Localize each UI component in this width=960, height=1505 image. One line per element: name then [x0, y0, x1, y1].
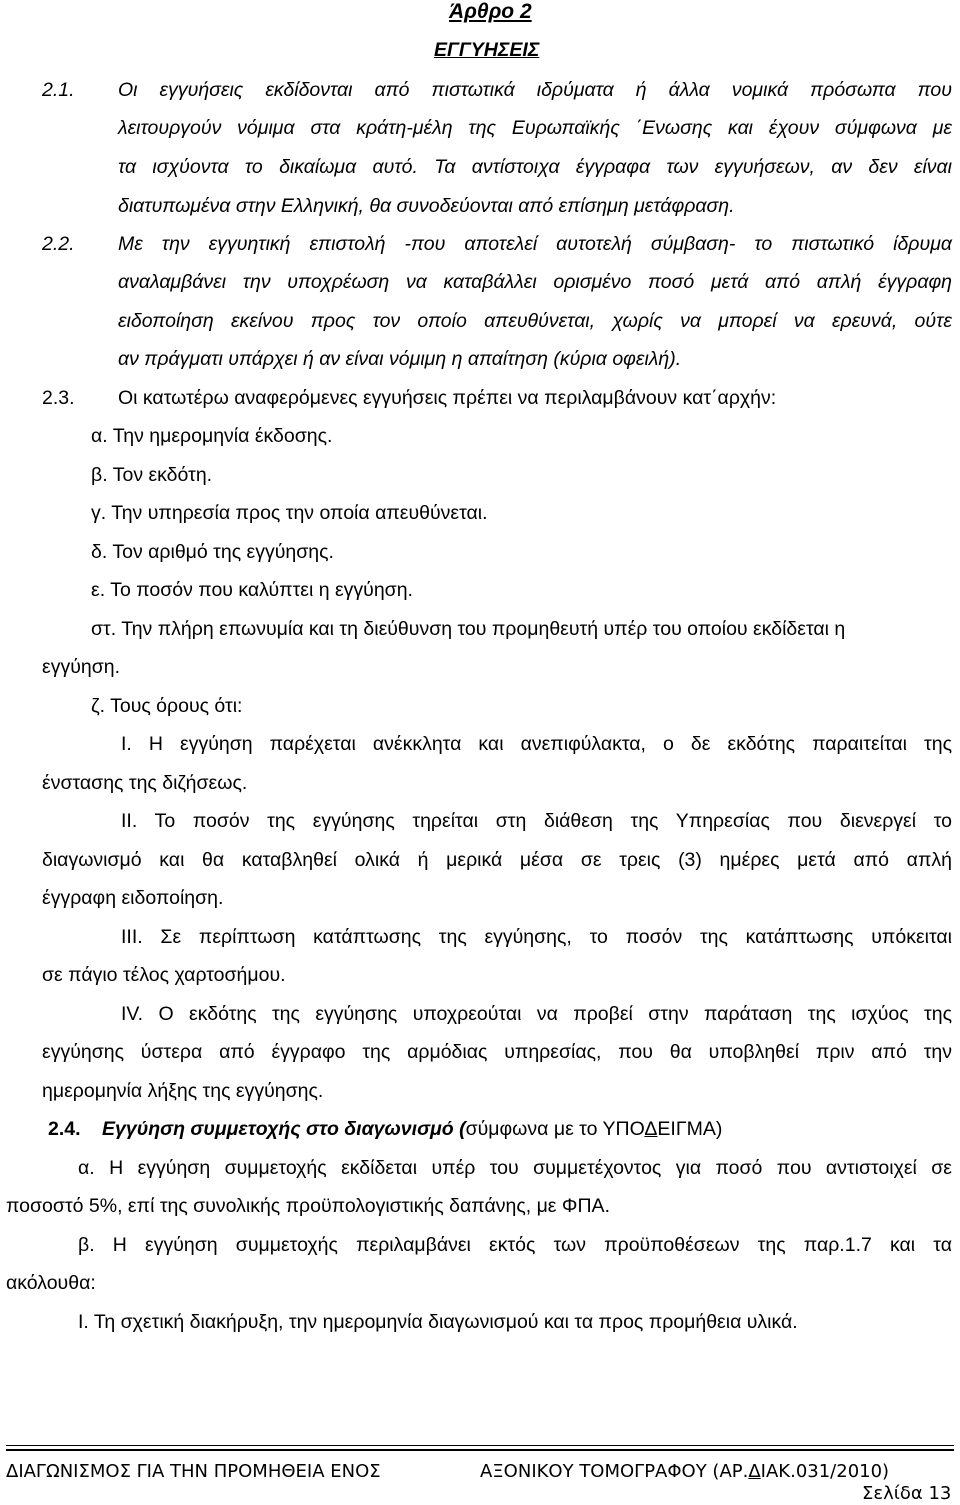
list-item: δ. Τον αριθμό της εγγύησης. [91, 541, 334, 563]
condition-line: διαγωνισμό και θα καταβληθεί ολικά ή μερικά μέσα σε τρεις (3) ημέρες μετά από απλή [42, 849, 952, 871]
para-2-3-number: 2.3. [42, 387, 75, 409]
condition-line: ημερομηνία λήξης της εγγύησης. [42, 1080, 324, 1102]
list-item: ε. Το ποσόν που καλύπτει η εγγύηση. [91, 579, 413, 601]
para-2-4-heading [102, 1117, 722, 1141]
condition-line: Ι. Η εγγύηση παρέχεται ανέκκλητα και ανεπιφύλακτα, ο δε εκδότης παραιτείται της [121, 733, 952, 755]
para-2-4-heading-bold: Εγγύηση συμμετοχής στο διαγωνισμό ( [102, 1118, 466, 1140]
para-2-1-line: τα ισχύοντα το δικαίωμα αυτό. Τα αντίστοιχα έγγραφα των εγγυήσεων, αν δεν είναι [118, 156, 952, 178]
list-item: α. Την ημερομηνία έκδοσης. [91, 425, 333, 447]
para-2-4-line: ακόλουθα: [6, 1272, 96, 1294]
footer-title-right-pre: ΑΞΟΝΙΚΟΥ ΤΟΜΟΓΡΑΦΟΥ (ΑΡ. [480, 1461, 749, 1482]
list-item-continuation: εγγύηση. [42, 656, 120, 678]
para-2-1-number: 2.1. [42, 79, 75, 101]
para-2-2-line: Με την εγγυητική επιστολή -που αποτελεί αυτοτελή σύμβαση- το πιστωτικό ίδρυμα [118, 233, 952, 255]
para-2-4-heading-underlined: Δ [644, 1118, 658, 1140]
para-2-2-line: αναλαμβάνει την υποχρέωση να καταβάλλει ορισμένο ποσό μετά από απλή έγγραφη [118, 271, 952, 293]
para-2-4-heading-tail: ΕΙΓΜΑ) [657, 1118, 723, 1140]
article-title: Άρθρο 2 [449, 0, 532, 23]
condition-line: ένστασης της διζήσεως. [42, 772, 248, 794]
para-2-1-line: διατυπωμένα στην Ελληνική, θα συνοδεύονται από επίσημη μετάφραση. [118, 195, 735, 217]
list-item: β. Τον εκδότη. [91, 464, 213, 486]
para-2-4-number: 2.4. [48, 1118, 81, 1140]
condition-line: ΙV. Ο εκδότης της εγγύησης υποχρεούται να προβεί στην παράταση της ισχύος της [121, 1003, 952, 1025]
footer-divider [6, 1445, 954, 1446]
footer-title-right-post: ΙΑΚ.031/2010) [760, 1461, 890, 1482]
footer-title-right [480, 1461, 889, 1483]
list-item: γ. Την υπηρεσία προς την οποία απευθύνεται. [91, 502, 488, 524]
para-2-4-heading-normal: σύμφωνα με το ΥΠΟ [465, 1118, 645, 1140]
para-2-4-line: β. Η εγγύηση συμμετοχής περιλαμβάνει εκτός των προϋποθέσεων της παρ.1.7 και τα [78, 1234, 952, 1256]
list-item: ζ. Τους όρους ότι: [91, 695, 243, 717]
para-2-2-line: ειδοποίηση εκείνου προς τον οποίο απευθύνεται, χωρίς να μπορεί να ερευνά, ούτε [118, 310, 952, 332]
condition-line: ΙΙΙ. Σε περίπτωση κατάπτωσης της εγγύησης, το ποσόν της κατάπτωσης υπόκειται [121, 926, 952, 948]
footer-title-right-underlined: Δ [748, 1461, 761, 1482]
list-item: στ. Την πλήρη επωνυμία και τη διεύθυνση του προμηθευτή υπέρ του οποίου εκδίδεται η [91, 618, 846, 640]
para-2-1-line: Οι εγγυήσεις εκδίδονται από πιστωτικά ιδρύματα ή άλλα νομικά πρόσωπα που [118, 79, 952, 101]
para-2-3-intro: Οι κατωτέρω αναφερόμενες εγγυήσεις πρέπει να περιλαμβάνουν κατ΄αρχήν: [118, 387, 777, 409]
page-label: Σελίδα [862, 1483, 923, 1504]
para-2-1-line: λειτουργούν νόμιμα στα κράτη-μέλη της Ευρωπαϊκής ΄Ενωσης και έχουν σύμφωνα με [118, 117, 952, 139]
condition-line: έγγραφη ειδοποίηση. [42, 887, 224, 909]
para-2-4-line: α. Η εγγύηση συμμετοχής εκδίδεται υπέρ του συμμετέχοντος για ποσό που αντιστοιχεί σε [78, 1157, 952, 1179]
para-2-2-number: 2.2. [42, 233, 75, 255]
footer-divider [6, 1449, 954, 1451]
article-subtitle: ΕΓΓΥΗΣΕΙΣ [434, 39, 540, 61]
page-num: 13 [928, 1483, 952, 1504]
para-2-2-line: αν πράγματι υπάρχει ή αν είναι νόμιμη η απαίτηση (κύρια οφειλή). [118, 348, 682, 370]
condition-line: σε πάγιο τέλος χαρτοσήμου. [42, 964, 286, 986]
page-number [862, 1483, 951, 1505]
condition-line: εγγύησης ύστερα από έγγραφο της αρμόδιας υπηρεσίας, που θα υποβληθεί πριν από την [42, 1041, 952, 1063]
footer-title-left: ΔΙΑΓΩΝΙΣΜΟΣ ΓΙΑ ΤΗΝ ΠΡΟΜΗΘΕΙΑ ΕΝΟΣ [6, 1461, 381, 1482]
para-2-4-line: Ι. Τη σχετική διακήρυξη, την ημερομηνία διαγωνισμού και τα προς προμήθεια υλικά. [78, 1311, 798, 1333]
para-2-4-line: ποσοστό 5%, επί της συνολικής προϋπολογιστικής δαπάνης, με ΦΠΑ. [6, 1195, 610, 1217]
condition-line: ΙΙ. Το ποσόν της εγγύησης τηρείται στη διάθεση της Υπηρεσίας που διενεργεί το [121, 810, 952, 832]
